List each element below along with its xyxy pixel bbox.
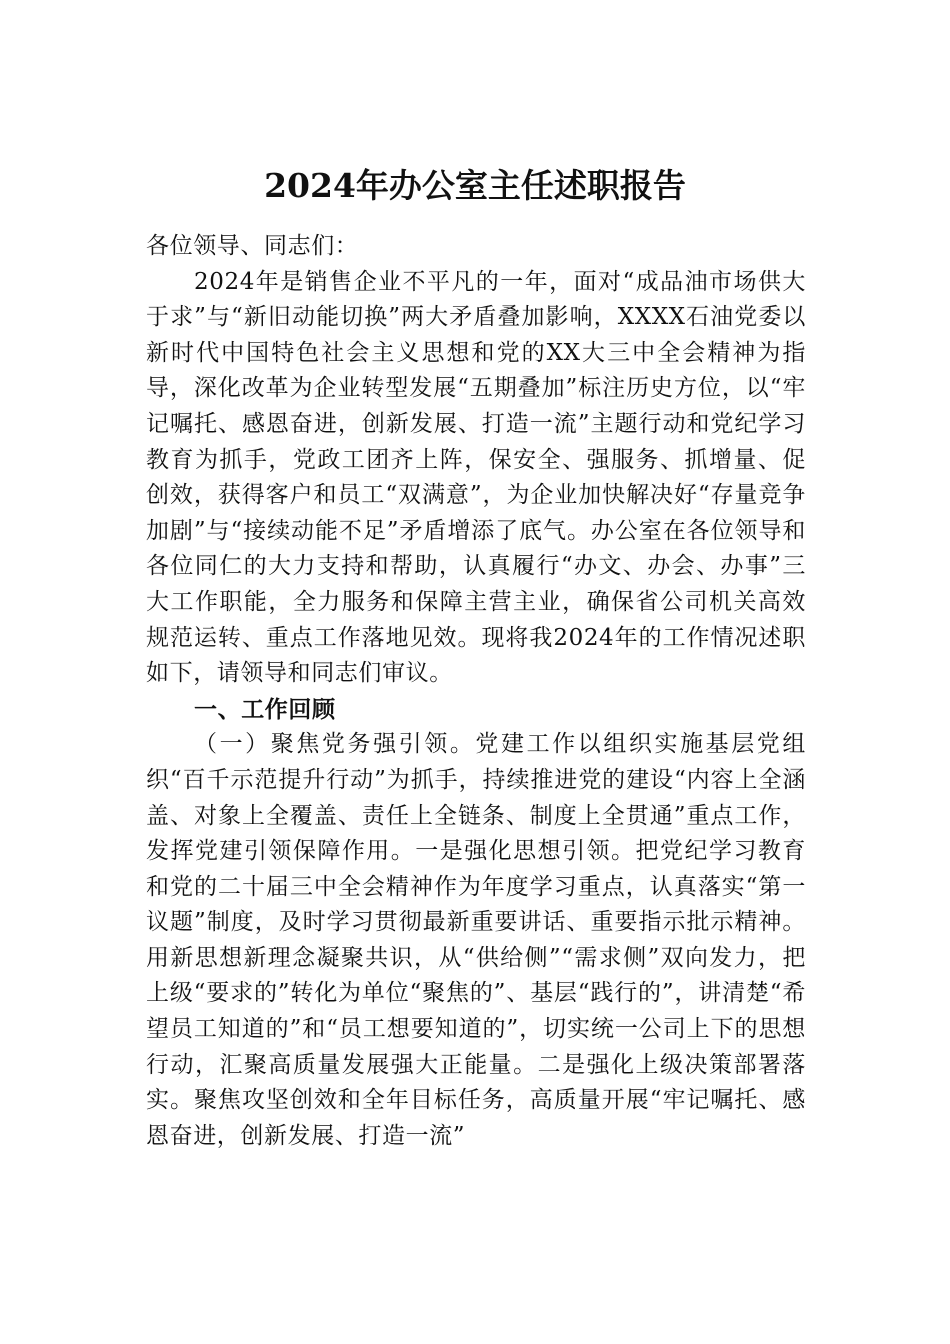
section-paragraph: （一）聚焦党务强引领。党建工作以组织实施基层党组织“百千示范提升行动”为抓手，持续推进党的建设“内容上全涵盖、对象上全覆盖、责任上全链条、制度上全贯通”重点工作，发挥党建引领保障作用。一是强化思想引领。把党纪学习教育和党的二十届三中全会精神作为年度学习重点，认真落实“第一议题”制度，及时学习贯彻最新重要讲话、重要指示批示精神。用新思想新理念凝聚共识，从“供给侧”“需求侧”双向发力，把上级“要求的”转化为单位“聚焦的”、基层“践行的”，讲清楚“希望员工知道的”和“员工想要知道的”，切实统一公司上下的思想行动，汇聚高质量发展强大正能量。二是强化上级决策部署落实。聚焦攻坚创效和全年目标任务，高质量开展“牢记嘱托、感恩奋进，创新发展、打造一流” <box>146 731 806 1149</box>
document-body <box>146 229 806 1154</box>
section-heading: 一、工作回顾 <box>194 695 336 723</box>
intro-paragraph: 2024年是销售企业不平凡的一年，面对“成品油市场供大于求”与“新旧动能切换”两大矛盾叠加影响，XXXX石油党委以新时代中国特色社会主义思想和党的XX大三中全会精神为指导，深化改革为企业转型发展“五期叠加”标注历史方位，以“牢记嘱托、感恩奋进，创新发展、打造一流”主题行动和党纪学习教育为抓手，党政工团齐上阵，保安全、强服务、抓增量、促创效，获得客户和员工“双满意”，为企业加快解决好“存量竞争加剧”与“接续动能不足”矛盾增添了底气。办公室在各位领导和各位同仁的大力支持和帮助，认真履行“办文、办会、办事”三大工作职能，全力服务和保障主营主业，确保省公司机关高效规范运转、重点工作落地见效。现将我2024年的工作情况述职如下，请领导和同志们审议。 <box>146 268 806 687</box>
salutation: 各位领导、同志们： <box>146 233 359 259</box>
document-title: 2024年办公室主任述职报告 <box>264 166 686 205</box>
